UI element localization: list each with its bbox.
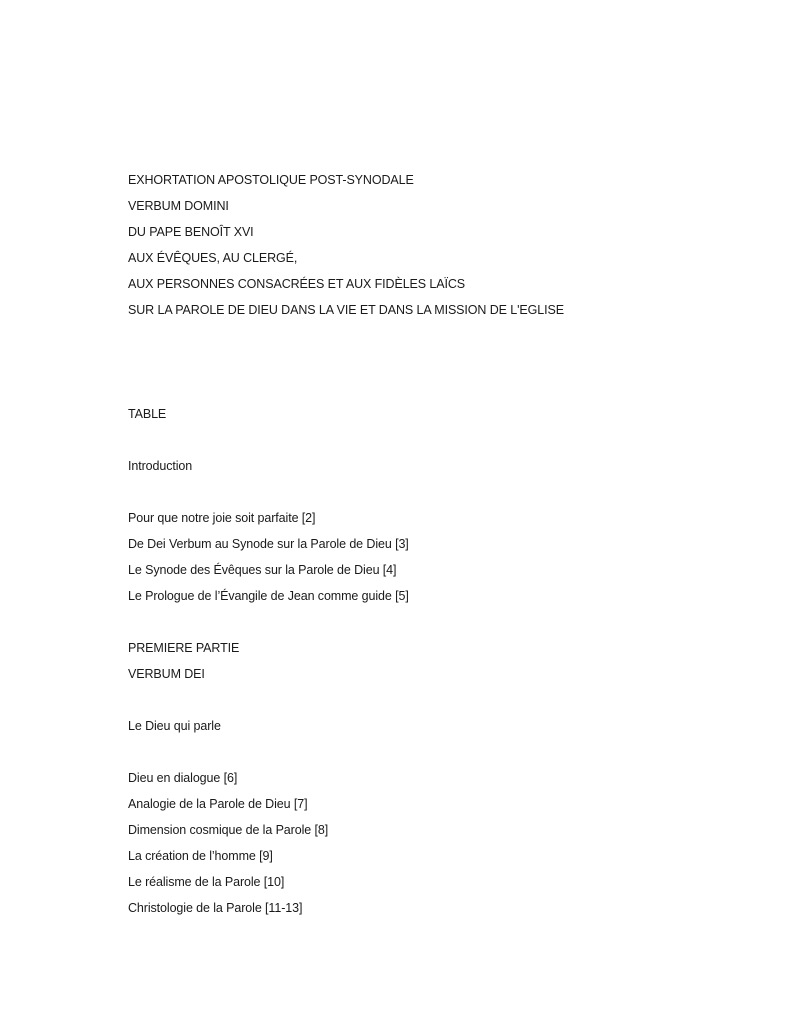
part-one-title: VERBUM DEI bbox=[128, 667, 205, 681]
toc-entry: Le Prologue de l’Évangile de Jean comme guide [5] bbox=[128, 589, 409, 603]
header-line-3: DU PAPE BENOÎT XVI bbox=[128, 225, 254, 239]
header-line-5: AUX PERSONNES CONSACRÉES ET AUX FIDÈLES LAÏCS bbox=[128, 277, 466, 291]
section-heading: Le Dieu qui parle bbox=[128, 719, 221, 733]
toc-entry: Pour que notre joie soit parfaite [2] bbox=[128, 511, 316, 525]
toc-entry: Dieu en dialogue [6] bbox=[128, 771, 238, 785]
toc-entry: Le réalisme de la Parole [10] bbox=[128, 875, 285, 889]
toc-entry: De Dei Verbum au Synode sur la Parole de Dieu [3] bbox=[128, 537, 409, 551]
header-line-1: EXHORTATION APOSTOLIQUE POST-SYNODALE bbox=[128, 173, 414, 187]
table-heading: TABLE bbox=[128, 407, 167, 421]
toc-entry: Christologie de la Parole [11-13] bbox=[128, 901, 303, 915]
header-line-6: SUR LA PAROLE DE DIEU DANS LA VIE ET DANS LA MISSION DE L'EGLISE bbox=[128, 303, 564, 317]
part-one-label: PREMIERE PARTIE bbox=[128, 641, 240, 655]
toc-entry: Le Synode des Évêques sur la Parole de Dieu [4] bbox=[128, 563, 397, 577]
header-line-2: VERBUM DOMINI bbox=[128, 199, 229, 213]
toc-entry: Dimension cosmique de la Parole [8] bbox=[128, 823, 329, 837]
header-line-4: AUX ÉVÊQUES, AU CLERGÉ, bbox=[128, 251, 298, 265]
introduction-heading: Introduction bbox=[128, 459, 193, 473]
toc-entry: La création de l’homme [9] bbox=[128, 849, 273, 863]
toc-entry: Analogie de la Parole de Dieu [7] bbox=[128, 797, 308, 811]
